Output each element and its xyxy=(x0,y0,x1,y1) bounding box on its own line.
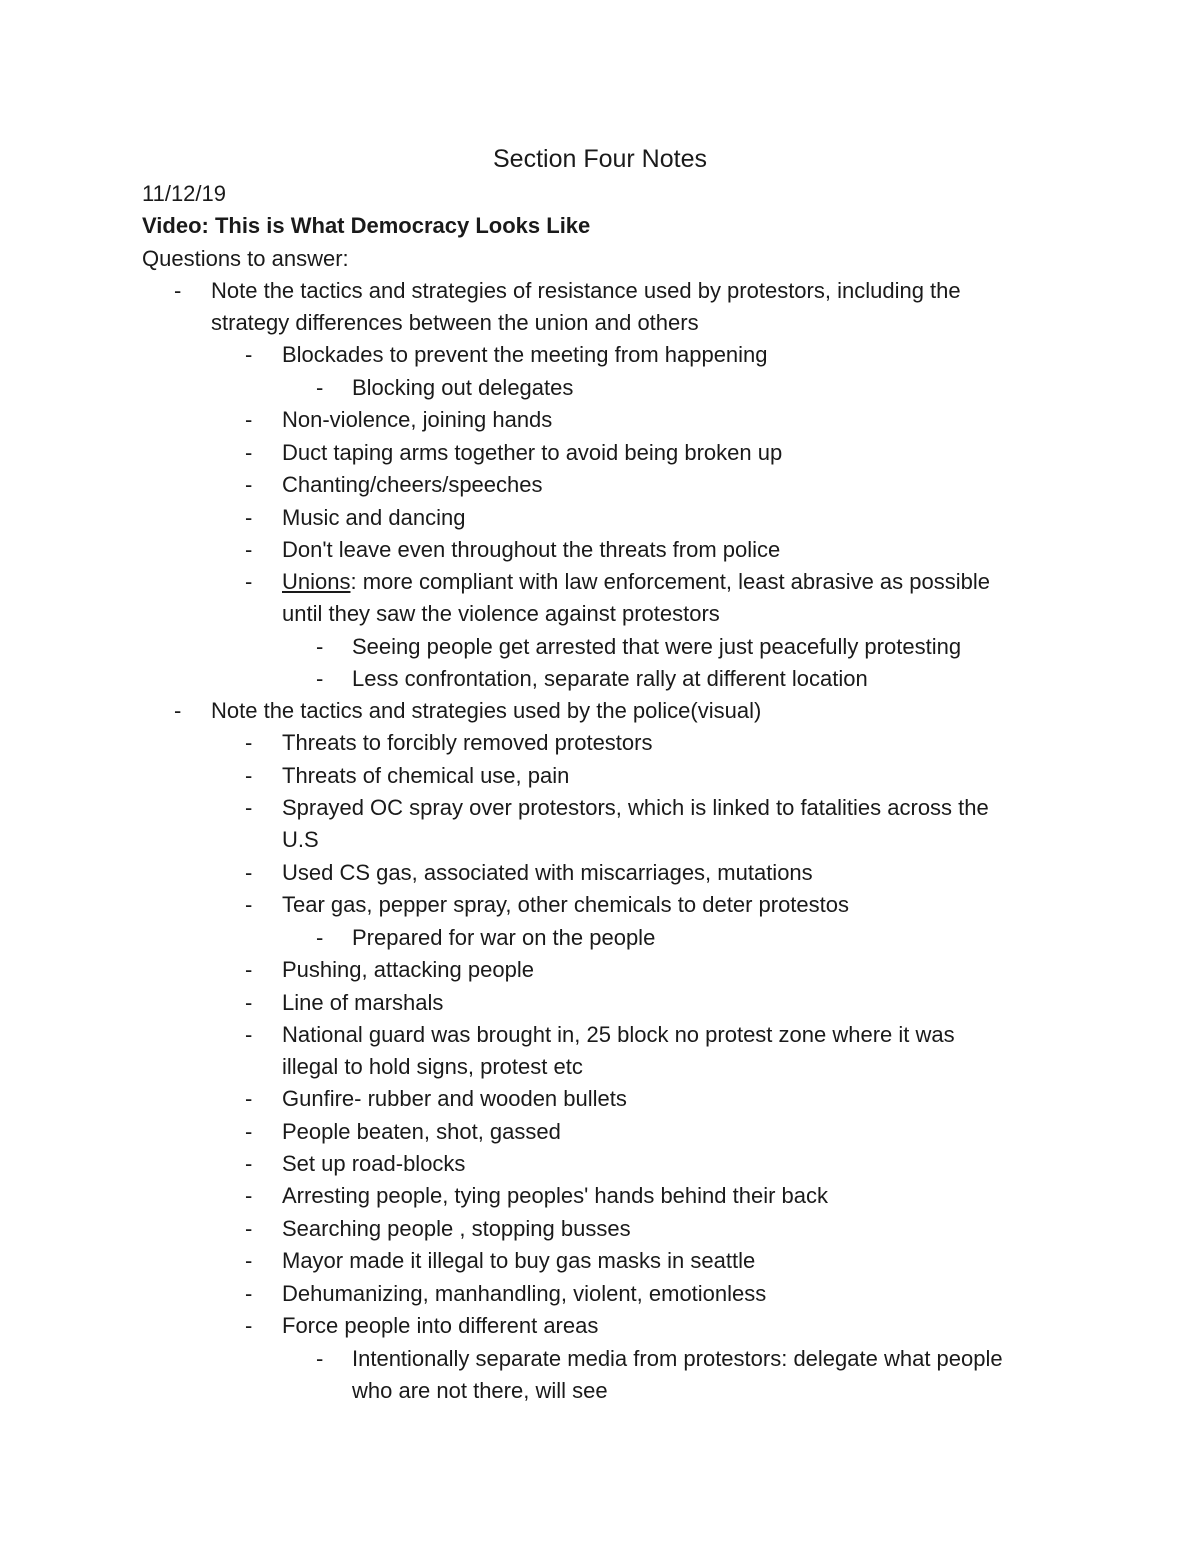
list-item: Seeing people get arrested that were just peacefully protesting xyxy=(352,634,962,659)
unions-text: : more compliant with law enforcement, least abrasive as possible xyxy=(350,569,990,594)
q1-text-line2: strategy differences between the union and others xyxy=(211,310,699,335)
list-item: Blockades to prevent the meeting from happening xyxy=(282,342,768,367)
document-title: Section Four Notes xyxy=(493,145,707,173)
list-item: Intentionally separate media from protestors: delegate what people xyxy=(352,1346,1003,1371)
list-item: Non-violence, joining hands xyxy=(282,407,553,432)
list-item: Mayor made it illegal to buy gas masks in seattle xyxy=(282,1248,756,1273)
list-item: Line of marshals xyxy=(282,990,444,1015)
list-item: Threats of chemical use, pain xyxy=(282,763,570,788)
bullet-dash: - xyxy=(245,1216,253,1241)
bullet-dash: - xyxy=(245,440,253,465)
bullet-dash: - xyxy=(245,505,253,530)
bullet-dash: - xyxy=(245,472,253,497)
bullet-dash: - xyxy=(316,634,324,659)
date-text: 11/12/19 xyxy=(142,181,227,206)
list-item-continuation: who are not there, will see xyxy=(352,1378,608,1403)
list-item-continuation: illegal to hold signs, protest etc xyxy=(282,1054,583,1079)
q1-text-line1: Note the tactics and strategies of resistance used by protestors, including the xyxy=(211,278,961,303)
list-item: People beaten, shot, gassed xyxy=(282,1119,561,1144)
bullet-dash: - xyxy=(316,1346,324,1371)
list-item: National guard was brought in, 25 block no protest zone where it was xyxy=(282,1022,955,1047)
bullet-dash: - xyxy=(245,892,253,917)
list-item: Set up road-blocks xyxy=(282,1151,466,1176)
bullet-dash: - xyxy=(174,698,182,723)
bullet-dash: - xyxy=(245,795,253,820)
list-item: Blocking out delegates xyxy=(352,375,574,400)
bullet-dash: - xyxy=(245,730,253,755)
bullet-dash: - xyxy=(245,1151,253,1176)
bullet-dash: - xyxy=(245,407,253,432)
list-item: Duct taping arms together to avoid being broken up xyxy=(282,440,783,465)
bullet-dash: - xyxy=(245,957,253,982)
bullet-dash: - xyxy=(245,1281,253,1306)
q2-text-line1: Note the tactics and strategies used by the police(visual) xyxy=(211,698,762,723)
list-item: Don't leave even throughout the threats from police xyxy=(282,537,781,562)
list-item: Tear gas, pepper spray, other chemicals to deter protestos xyxy=(282,892,849,917)
list-item: Pushing, attacking people xyxy=(282,957,534,982)
list-item: Force people into different areas xyxy=(282,1313,599,1338)
bullet-dash: - xyxy=(245,990,253,1015)
bullet-dash: - xyxy=(245,1119,253,1144)
bullet-dash: - xyxy=(316,375,324,400)
list-item: Prepared for war on the people xyxy=(352,925,656,950)
list-item: Threats to forcibly removed protestors xyxy=(282,730,653,755)
bullet-dash: - xyxy=(245,569,253,594)
bullet-dash: - xyxy=(245,1022,253,1047)
bullet-dash: - xyxy=(245,1248,253,1273)
bullet-dash: - xyxy=(245,763,253,788)
list-item: Arresting people, tying peoples' hands behind their back xyxy=(282,1183,829,1208)
bullet-dash: - xyxy=(245,537,253,562)
list-item: Less confrontation, separate rally at different location xyxy=(352,666,868,691)
unions-term: Unions xyxy=(282,569,351,594)
video-heading: Video: This is What Democracy Looks Like xyxy=(142,213,591,238)
bullet-dash: - xyxy=(245,1086,253,1111)
bullet-dash: - xyxy=(245,860,253,885)
list-item: Chanting/cheers/speeches xyxy=(282,472,543,497)
list-item-continuation: until they saw the violence against protestors xyxy=(282,601,720,626)
bullet-dash: - xyxy=(316,925,324,950)
bullet-dash: - xyxy=(316,666,324,691)
questions-label: Questions to answer: xyxy=(142,246,349,271)
list-item: Music and dancing xyxy=(282,505,466,530)
bullet-dash: - xyxy=(245,342,253,367)
list-item xyxy=(282,568,990,596)
list-item: Gunfire- rubber and wooden bullets xyxy=(282,1086,627,1111)
bullet-dash: - xyxy=(174,278,182,303)
list-item-continuation: U.S xyxy=(282,827,319,852)
bullet-dash: - xyxy=(245,1313,253,1338)
list-item: Searching people , stopping busses xyxy=(282,1216,631,1241)
list-item: Sprayed OC spray over protestors, which is linked to fatalities across the xyxy=(282,795,989,820)
list-item: Dehumanizing, manhandling, violent, emotionless xyxy=(282,1281,767,1306)
bullet-dash: - xyxy=(245,1183,253,1208)
list-item: Used CS gas, associated with miscarriages, mutations xyxy=(282,860,813,885)
